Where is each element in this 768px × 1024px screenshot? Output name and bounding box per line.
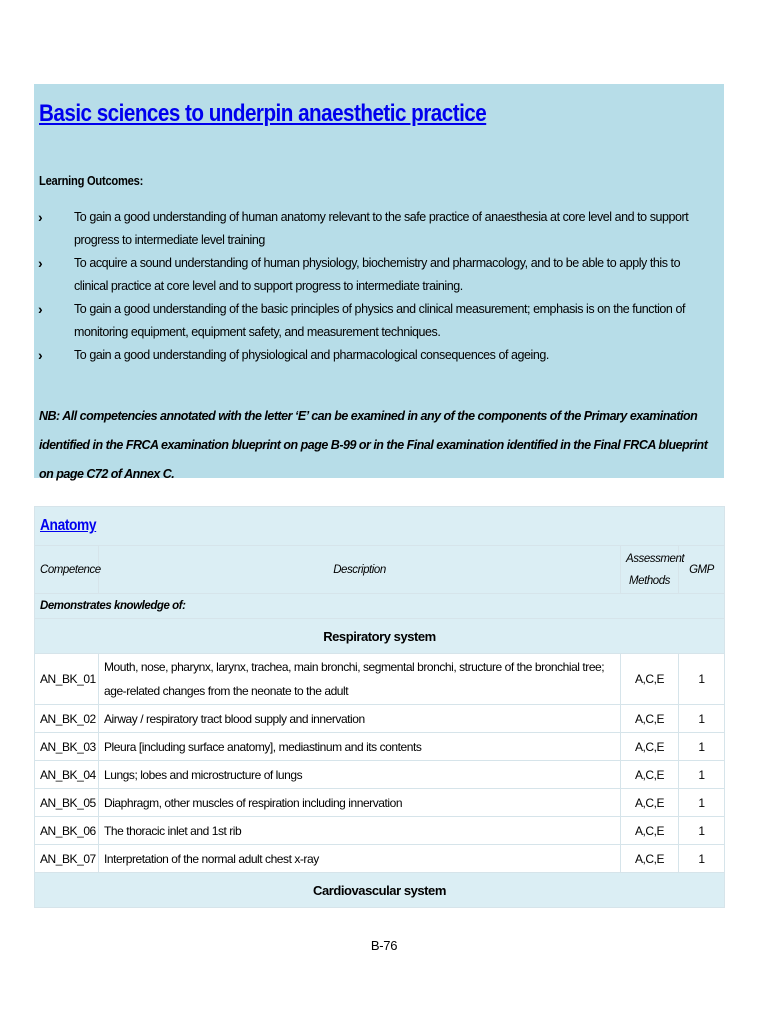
competence-description: The thoracic inlet and 1st rib bbox=[99, 817, 621, 845]
assessment-methods: A,C,E bbox=[621, 789, 679, 817]
competence-code: AN_BK_05 bbox=[35, 789, 99, 817]
competence-description: Mouth, nose, pharynx, larynx, trachea, main bronchi, segmental bronchi, structure of the bronchial tree; age-related changes from the neonate to the adult bbox=[99, 654, 621, 705]
table-row bbox=[35, 789, 725, 817]
chevron-right-icon: › bbox=[38, 255, 43, 271]
section-title-anatomy[interactable]: Anatomy bbox=[40, 517, 97, 534]
learning-outcomes-heading: Learning Outcomes: bbox=[39, 173, 144, 188]
table-row bbox=[35, 733, 725, 761]
learning-outcome-text: To gain a good understanding of human anatomy relevant to the safe practice of anaesthesia at core level and to support progress to intermediate level training bbox=[74, 210, 689, 247]
learning-outcome-text: To gain a good understanding of physiological and pharmacological consequences of ageing. bbox=[74, 348, 549, 362]
learning-outcome-item bbox=[34, 206, 724, 252]
competence-code: AN_BK_06 bbox=[35, 817, 99, 845]
assessment-methods: A,C,E bbox=[621, 845, 679, 873]
competence-code: AN_BK_02 bbox=[35, 705, 99, 733]
learning-outcome-item bbox=[34, 252, 724, 298]
competence-code: AN_BK_01 bbox=[35, 654, 99, 705]
gmp-value: 1 bbox=[679, 789, 725, 817]
competence-description: Pleura [including surface anatomy], mediastinum and its contents bbox=[99, 733, 621, 761]
assessment-methods: A,C,E bbox=[621, 654, 679, 705]
competence-code: AN_BK_04 bbox=[35, 761, 99, 789]
table-row bbox=[35, 845, 725, 873]
competence-description: Lungs; lobes and microstructure of lungs bbox=[99, 761, 621, 789]
table-row bbox=[35, 705, 725, 733]
learning-outcomes-list bbox=[34, 206, 724, 367]
demonstrates-knowledge-label: Demonstrates knowledge of: bbox=[35, 594, 725, 619]
assessment-methods: A,C,E bbox=[621, 733, 679, 761]
chevron-right-icon: › bbox=[38, 209, 43, 225]
competence-description: Interpretation of the normal adult chest x-ray bbox=[99, 845, 621, 873]
assessment-methods: A,C,E bbox=[621, 817, 679, 845]
examination-note: NB: All competencies annotated with the letter ‘E’ can be examined in any of the components of the Primary examination identified in the FRCA examination blueprint on page B-99 or in the Final examination identified in the Final FRCA blueprint on page C72 of Annex C. bbox=[39, 409, 708, 481]
table-row bbox=[35, 761, 725, 789]
learning-outcome-text: To acquire a sound understanding of human physiology, biochemistry and pharmacology, and to be able to apply this to clinical practice at core level and to support progress to intermediate training. bbox=[74, 256, 681, 293]
learning-outcome-item bbox=[34, 344, 724, 367]
group-header-cardiovascular: Cardiovascular system bbox=[35, 873, 725, 908]
competence-code: AN_BK_07 bbox=[35, 845, 99, 873]
gmp-value: 1 bbox=[679, 654, 725, 705]
group-header-respiratory: Respiratory system bbox=[35, 619, 725, 654]
table-row bbox=[35, 654, 725, 705]
gmp-value: 1 bbox=[679, 845, 725, 873]
gmp-value: 1 bbox=[679, 705, 725, 733]
page-title[interactable]: Basic sciences to underpin anaesthetic practice bbox=[39, 100, 487, 127]
learning-outcome-item bbox=[34, 298, 724, 344]
chevron-right-icon: › bbox=[38, 347, 43, 363]
column-header-assessment-methods: Assessment Methods bbox=[621, 546, 679, 594]
page-number: B-76 bbox=[370, 938, 398, 953]
chevron-right-icon: › bbox=[38, 301, 43, 317]
section-header-cell bbox=[35, 507, 725, 546]
anatomy-competence-table bbox=[34, 506, 725, 908]
assessment-methods: A,C,E bbox=[621, 705, 679, 733]
learning-outcomes-box bbox=[34, 84, 724, 481]
learning-outcome-text: To gain a good understanding of the basic principles of physics and clinical measurement; emphasis is on the function of monitoring equipment, equipment safety, and measurement techniques. bbox=[74, 302, 685, 339]
gmp-value: 1 bbox=[679, 817, 725, 845]
gmp-value: 1 bbox=[679, 761, 725, 789]
competence-code: AN_BK_03 bbox=[35, 733, 99, 761]
competence-description: Airway / respiratory tract blood supply and innervation bbox=[99, 705, 621, 733]
column-header-competence: Competence bbox=[35, 546, 99, 594]
table-header-row bbox=[35, 546, 725, 594]
column-header-gmp: GMP bbox=[679, 546, 725, 594]
table-row bbox=[35, 817, 725, 845]
competence-description: Diaphragm, other muscles of respiration including innervation bbox=[99, 789, 621, 817]
column-header-description: Description bbox=[99, 546, 621, 594]
assessment-methods: A,C,E bbox=[621, 761, 679, 789]
gmp-value: 1 bbox=[679, 733, 725, 761]
